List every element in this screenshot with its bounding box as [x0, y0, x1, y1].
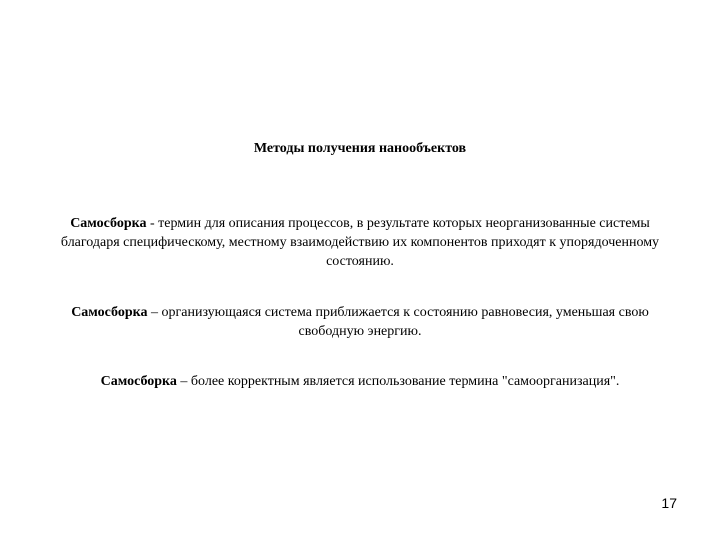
definition-text: – более корректным является использование термина "самоорганизация".	[176, 374, 620, 389]
definition-paragraph-3	[40, 372, 680, 391]
page-number: 17	[661, 495, 677, 511]
term: Самосборка	[71, 305, 148, 320]
slide-title: Методы получения нанообъектов	[253, 141, 467, 156]
term: Самосборка	[100, 374, 177, 389]
definition-text: - термин для описания процессов, в результате которых неорганизованные системы благодаря специфическому, местному взаимодействию их компонентов приходят к упорядоченному состоянию.	[60, 216, 660, 269]
term: Самосборка	[70, 216, 147, 231]
definition-text: – организующаяся система приближается к состоянию равновесия, уменьшая свою свободную энергию.	[147, 305, 649, 339]
definition-paragraph-2	[40, 303, 680, 341]
definition-paragraph-1	[40, 214, 680, 271]
